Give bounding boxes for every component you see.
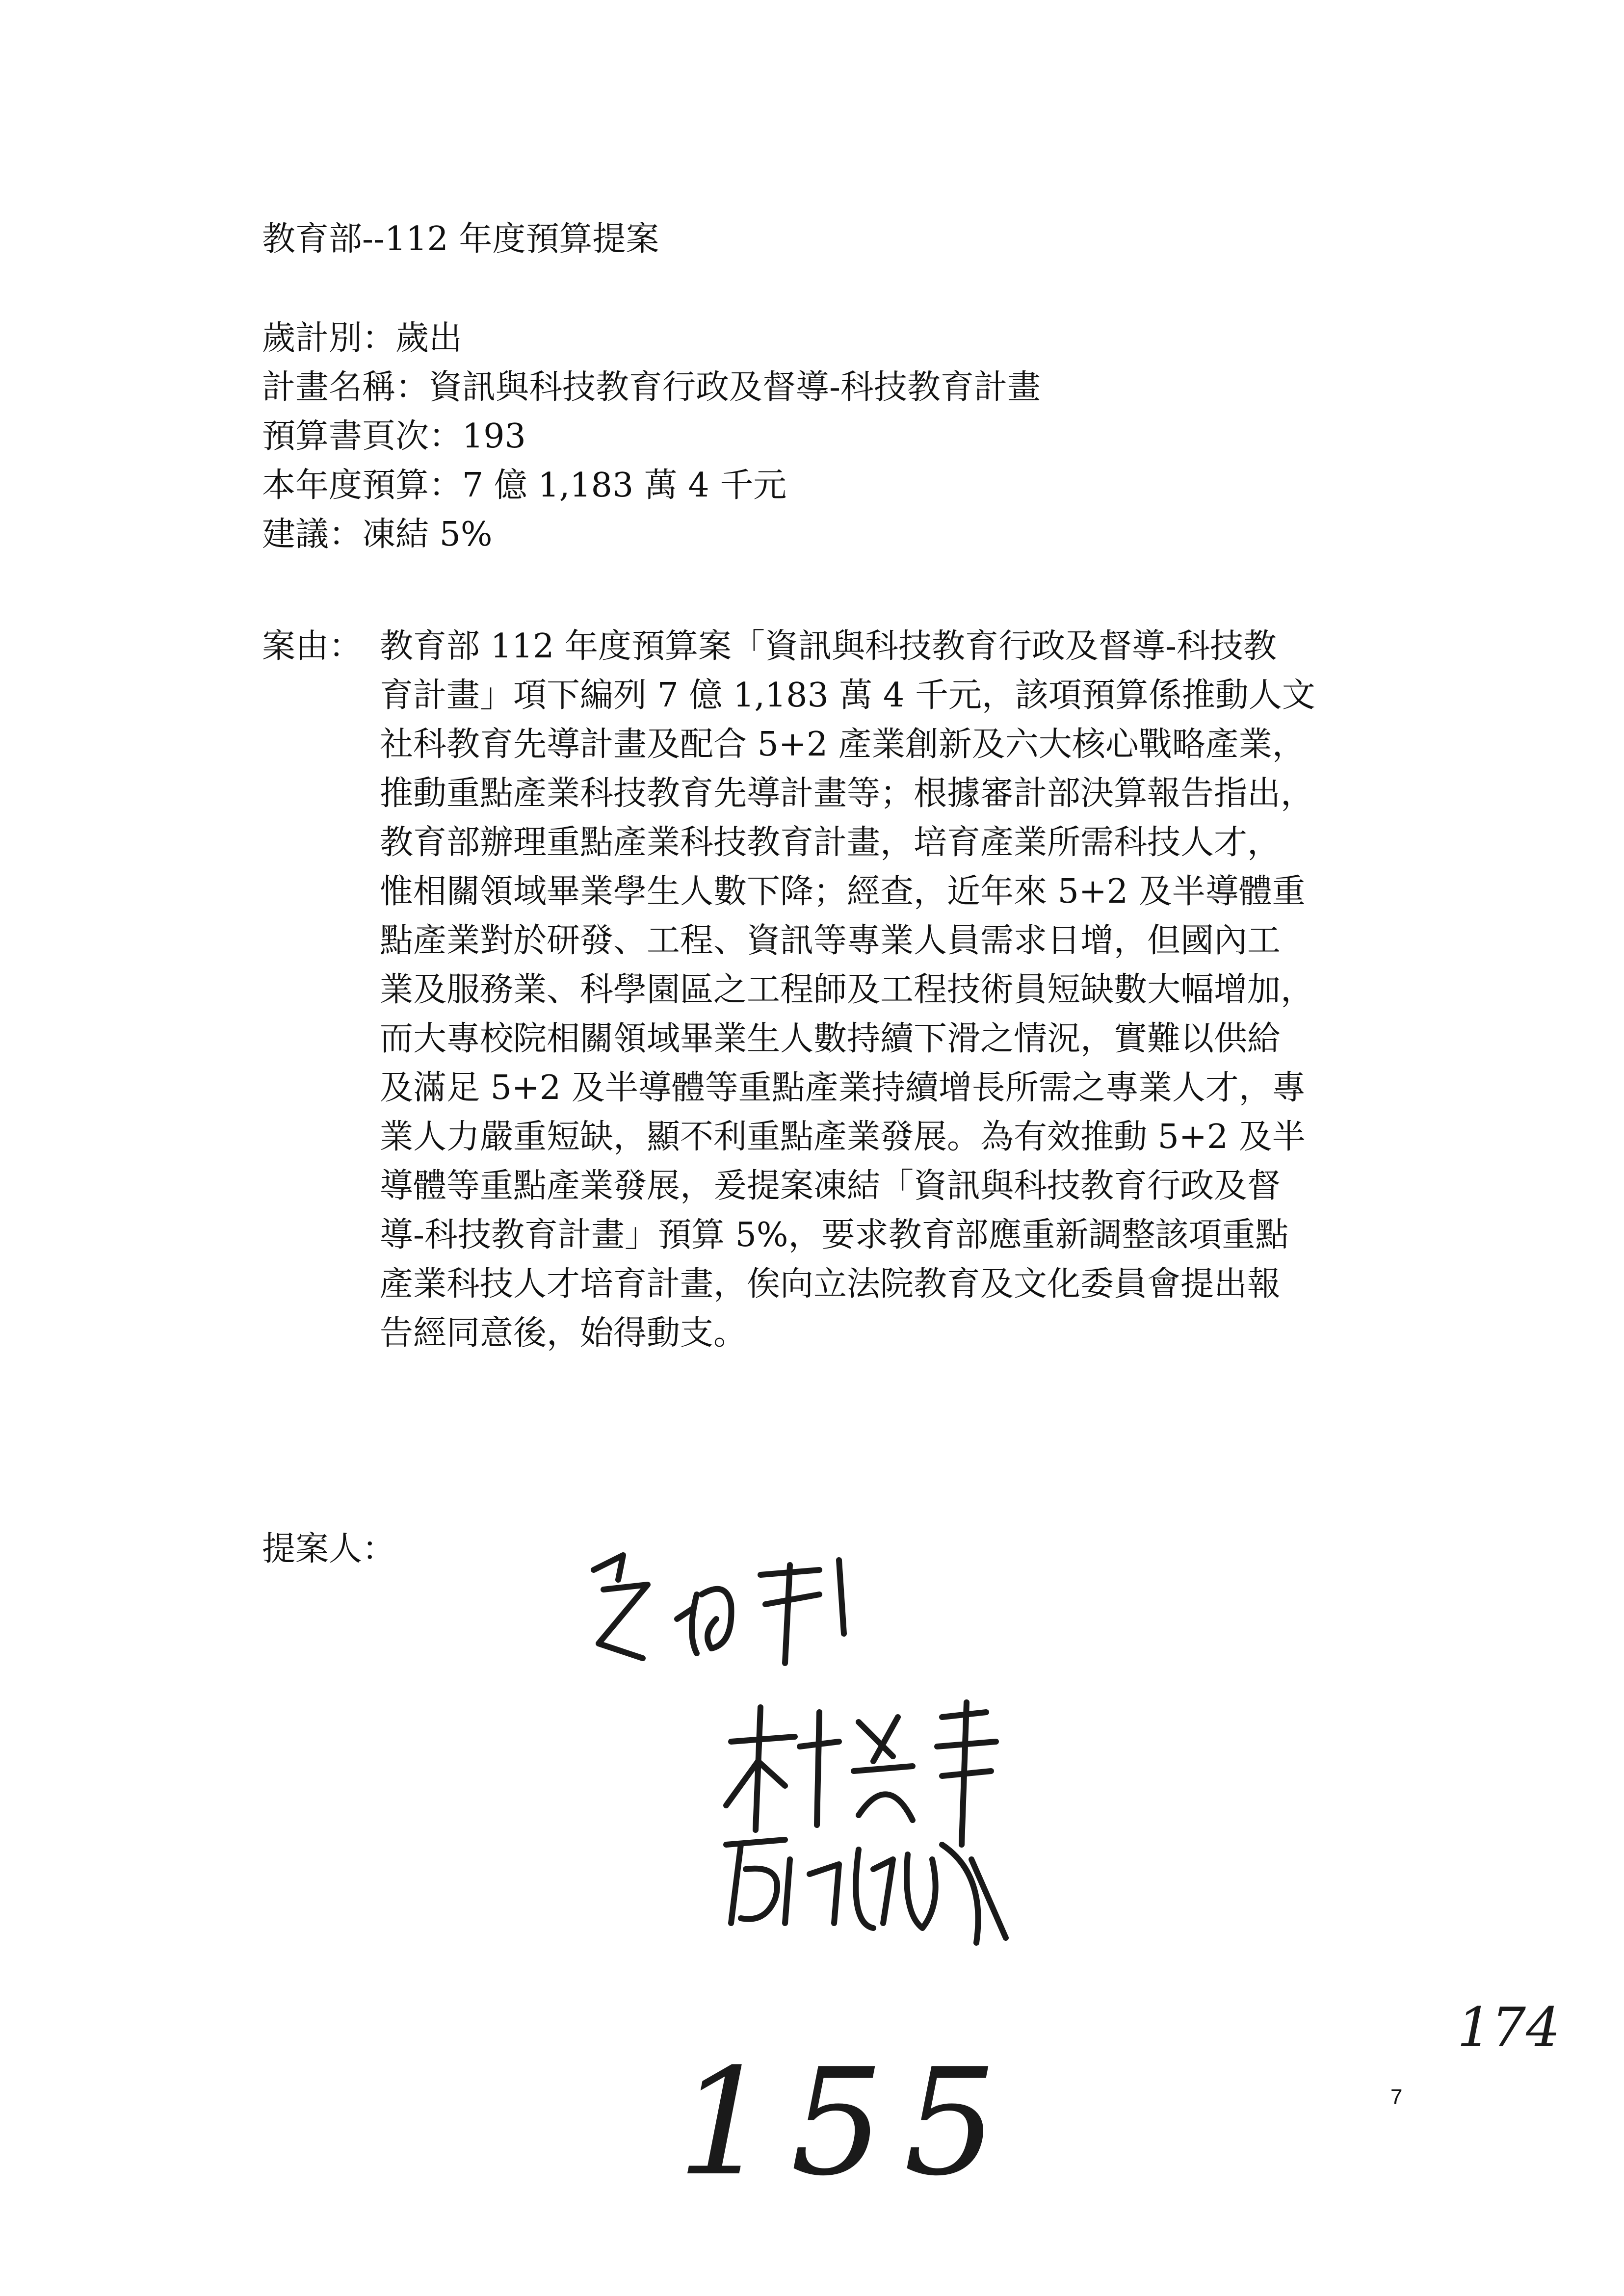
handwritten-number-text: 155 [677,2037,1017,2208]
reason-line: 教育部 112 年度預算案「資訊與科技教育行政及督導-科技教 [380,627,1277,666]
meta-plan-name: 計畫名稱：資訊與科技教育行政及督導-科技教育計畫 [262,368,1041,407]
handwritten-page-mark-text: 174 [1457,1996,1560,2059]
reason-line: 點產業對於研發、工程、資訊等專業人員需求日增，但國內工 [380,921,1281,960]
reason-line: 告經同意後，始得動支。 [380,1314,747,1353]
document-title: 教育部--112 年度預算提案 [262,220,659,259]
meta-budget-category: 歲計別：歲出 [262,319,463,358]
reason-body [380,622,1315,1358]
reason-line: 社科教育先導計畫及配合 5+2 產業創新及六大核心戰略產業， [380,725,1306,764]
signature-1 [564,1536,868,1697]
reason-line: 教育部辦理重點產業科技教育計畫，培育產業所需科技人才， [380,823,1281,862]
reason-line: 產業科技人才培育計畫，俟向立法院教育及文化委員會提出報 [380,1265,1281,1304]
meta-budget-page: 預算書頁次：193 [262,417,526,456]
signature-3 [711,1815,1016,1953]
proposer-label: 提案人： [262,1530,396,1568]
reason-line: 導體等重點產業發展，爰提案凍結「資訊與科技教育行政及督 [380,1167,1281,1205]
reason-line: 推動重點產業科技教育先導計畫等；根據審計部決算報告指出， [380,774,1314,813]
reason-line: 育計畫」項下編列 7 億 1,183 萬 4 千元，該項預算係推動人文 [380,676,1315,715]
meta-suggestion: 建議：凍結 5% [262,515,493,554]
reason-line: 導-科技教育計畫」預算 5%，要求教育部應重新調整該項重點 [380,1216,1289,1254]
reason-label: 案由： [262,627,363,666]
reason-line: 業人力嚴重短缺，顯不利重點產業發展。為有效推動 5+2 及半 [380,1118,1306,1156]
handwritten-number-155 [672,2037,1017,2208]
reason-line: 及滿足 5+2 及半導體等重點產業持續增長所需之專業人才，專 [380,1069,1306,1107]
meta-annual-budget: 本年度預算：7 億 1,183 萬 4 千元 [262,466,787,505]
proposal-meta [262,314,1041,559]
page-number: 7 [1390,2085,1403,2109]
reason-line: 惟相關領域畢業學生人數下降；經查，近年來 5+2 及半導體重 [380,872,1306,911]
reason-line: 而大專校院相關領域畢業生人數持續下滑之情況，實難以供給 [380,1019,1281,1058]
reason-line: 業及服務業、科學園區之工程師及工程技術員短缺數大幅增加， [380,970,1314,1009]
handwritten-page-mark [1452,1992,1560,2061]
